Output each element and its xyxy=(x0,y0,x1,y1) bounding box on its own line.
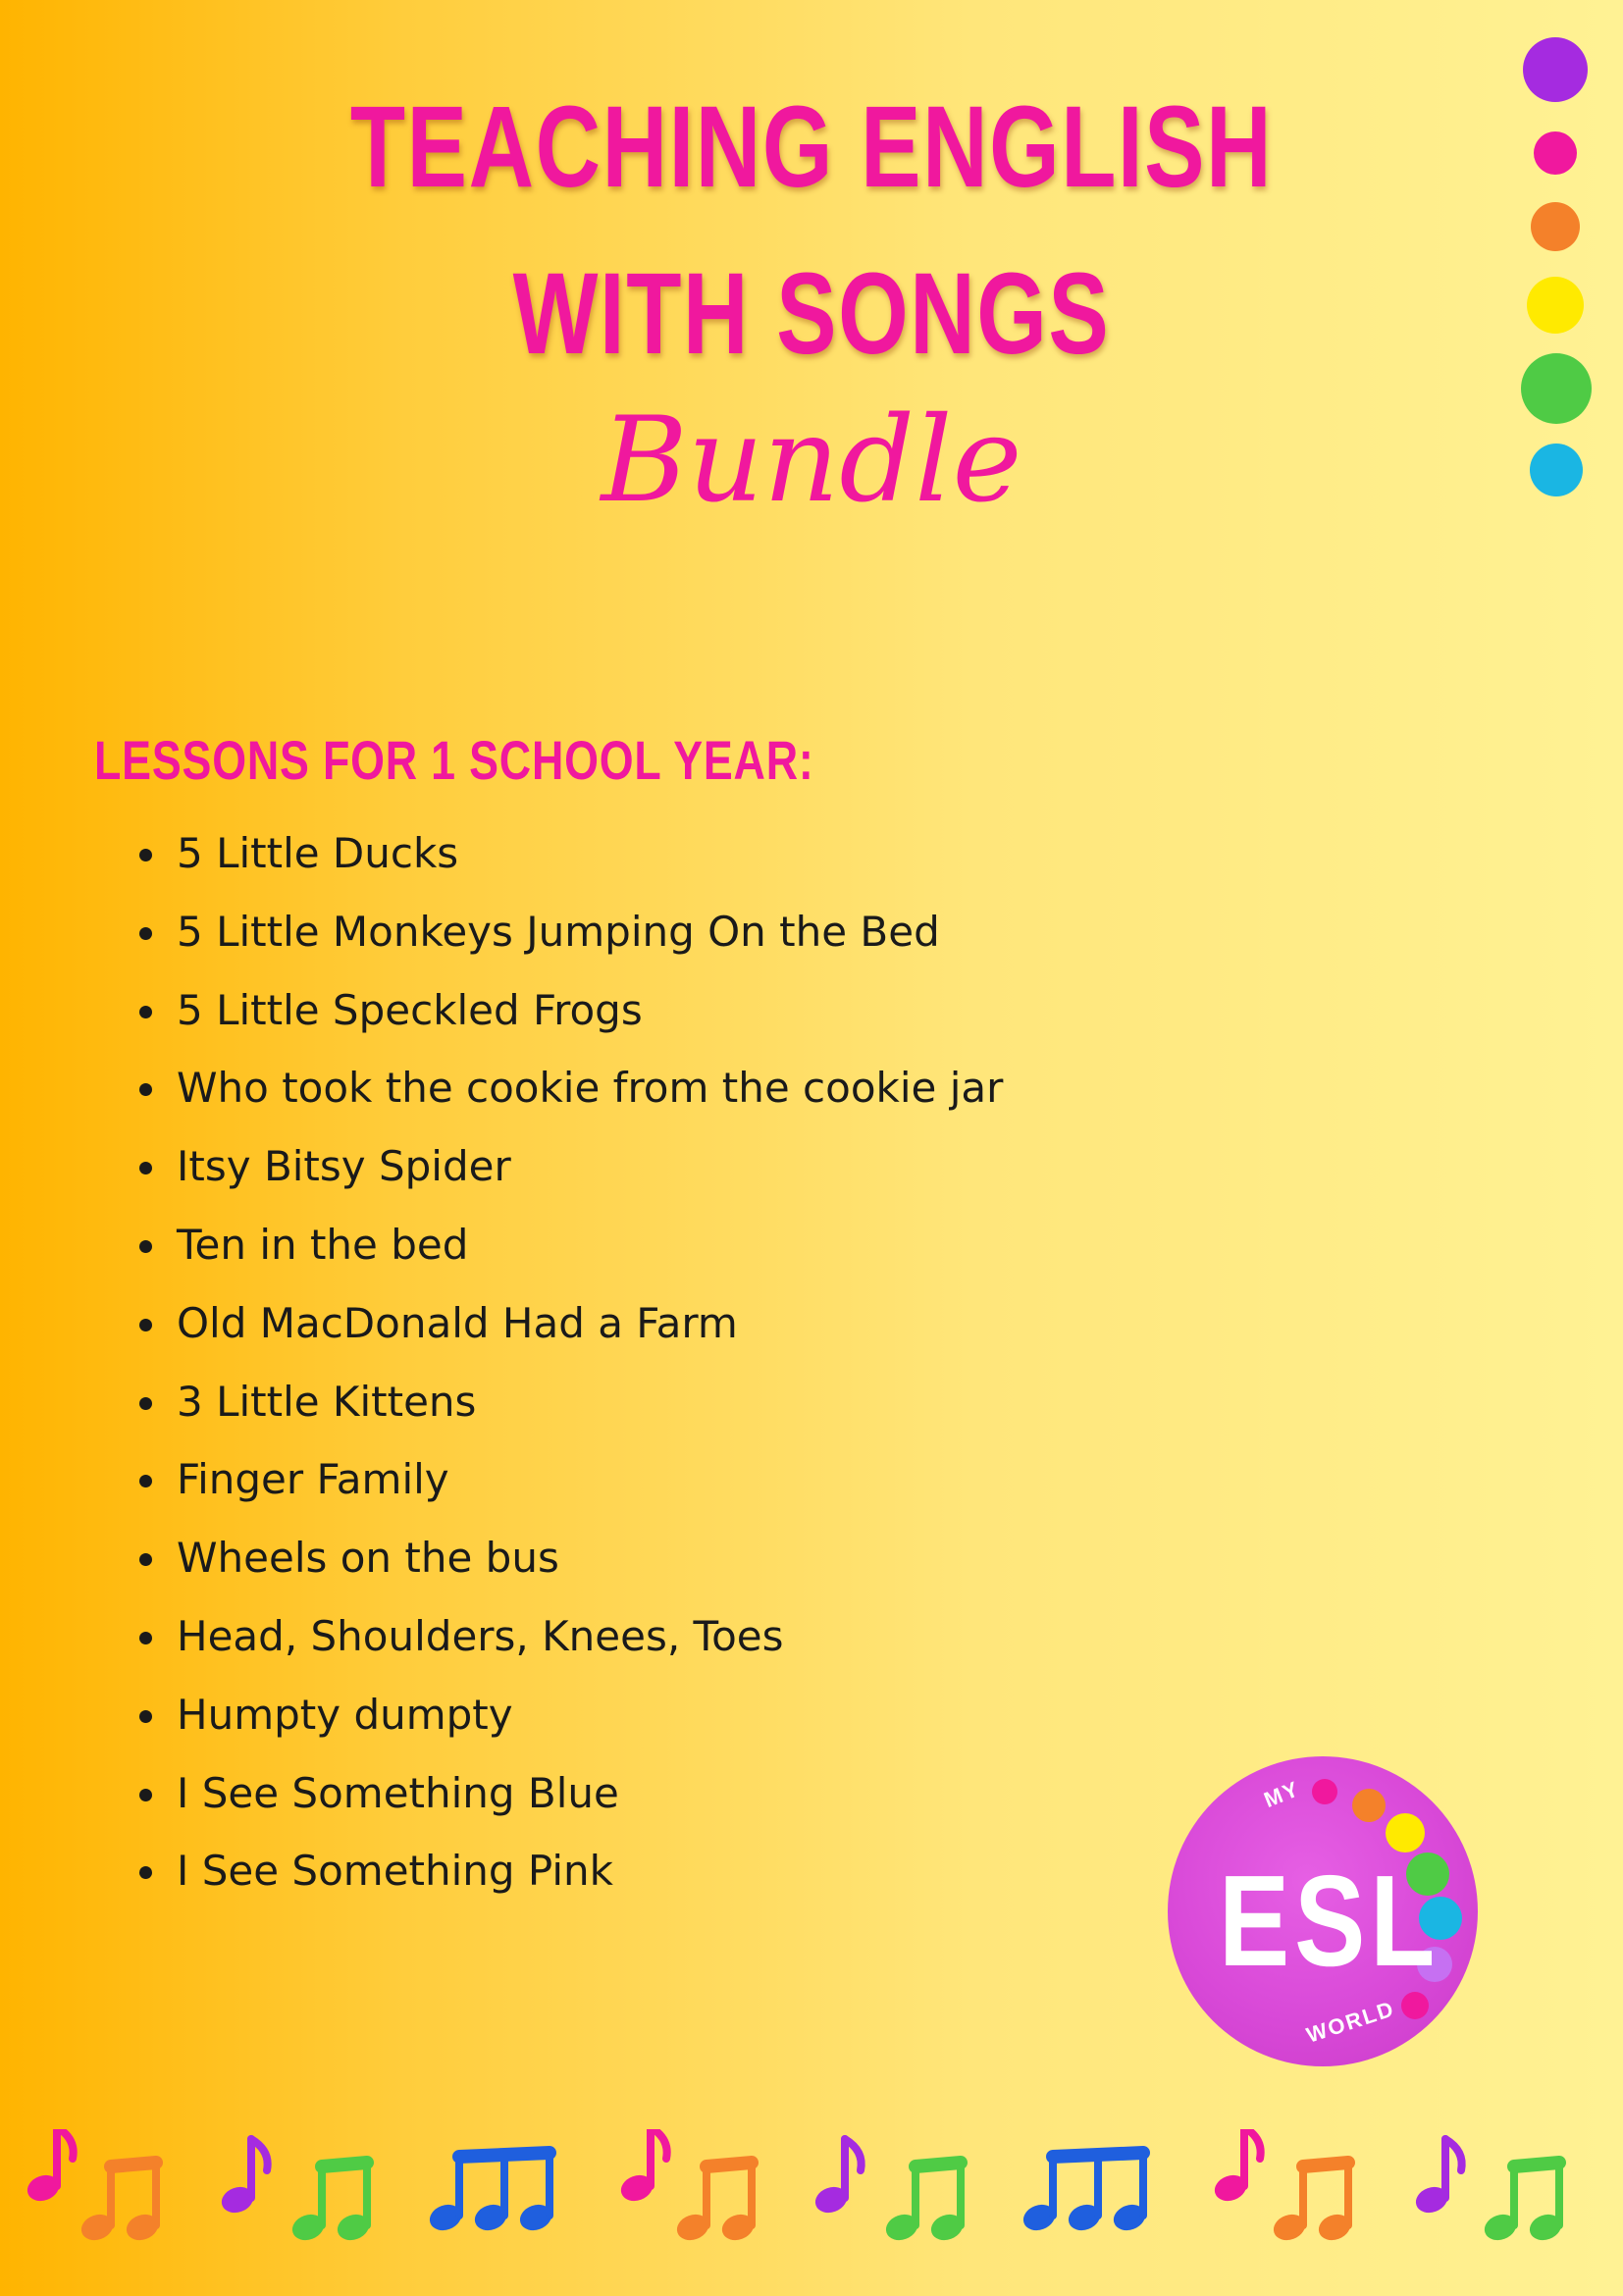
music-note-icon xyxy=(1413,2139,1462,2217)
music-note-icon xyxy=(883,2163,966,2244)
dot-icon xyxy=(1534,131,1577,175)
list-item: 5 Little Speckled Frogs xyxy=(177,979,1003,1058)
page-subtitle: Bundle xyxy=(601,392,1022,529)
page-title-line-2: WITH SONGS xyxy=(512,249,1111,379)
music-note-icon xyxy=(289,2163,372,2244)
music-note-icon xyxy=(618,2129,667,2205)
list-item: Wheels on the bus xyxy=(177,1527,1003,1605)
dot-icon xyxy=(1530,444,1583,496)
list-item: Humpty dumpty xyxy=(177,1684,1003,1762)
list-item: Head, Shoulders, Knees, Toes xyxy=(177,1605,1003,1684)
list-item: Ten in the bed xyxy=(177,1214,1003,1292)
music-note-icon xyxy=(25,2129,74,2205)
my-esl-world-logo xyxy=(1168,1756,1478,2066)
music-note-icon xyxy=(427,2153,554,2234)
list-item: I See Something Pink xyxy=(177,1840,1003,1918)
music-note-icon xyxy=(219,2139,268,2217)
song-list xyxy=(177,822,1003,1918)
music-note-icon xyxy=(1271,2163,1353,2244)
list-item: Itsy Bitsy Spider xyxy=(177,1135,1003,1214)
list-item: 3 Little Kittens xyxy=(177,1371,1003,1449)
list-item: Who took the cookie from the cookie jar xyxy=(177,1057,1003,1135)
music-note-icon xyxy=(1021,2153,1148,2234)
lessons-heading: LESSONS FOR 1 SCHOOL YEAR: xyxy=(94,729,814,791)
logo-dot-icon xyxy=(1401,1992,1429,2019)
logo-dot-icon xyxy=(1352,1789,1386,1822)
list-item: Finger Family xyxy=(177,1448,1003,1527)
list-item: 5 Little Monkeys Jumping On the Bed xyxy=(177,901,1003,979)
list-item: Old MacDonald Had a Farm xyxy=(177,1292,1003,1371)
music-note-icon xyxy=(79,2163,161,2244)
dot-icon xyxy=(1527,277,1584,334)
dot-icon xyxy=(1531,202,1580,251)
music-note-icon xyxy=(1212,2129,1261,2205)
page-title-line-1: TEACHING ENGLISH xyxy=(349,82,1274,212)
list-item: 5 Little Ducks xyxy=(177,822,1003,901)
logo-bottom-text: WORLD xyxy=(1303,1996,1398,2048)
logo-main-text: ESL xyxy=(1219,1849,1440,1993)
logo-dot-icon xyxy=(1312,1779,1337,1804)
music-note-icon xyxy=(674,2163,757,2244)
dot-icon xyxy=(1521,353,1592,424)
music-note-icon xyxy=(812,2139,862,2217)
music-notes-border xyxy=(0,2129,1623,2296)
dot-icon xyxy=(1523,37,1588,102)
list-item: I See Something Blue xyxy=(177,1762,1003,1841)
music-note-icon xyxy=(1482,2163,1564,2244)
logo-top-text: MY xyxy=(1260,1776,1304,1813)
